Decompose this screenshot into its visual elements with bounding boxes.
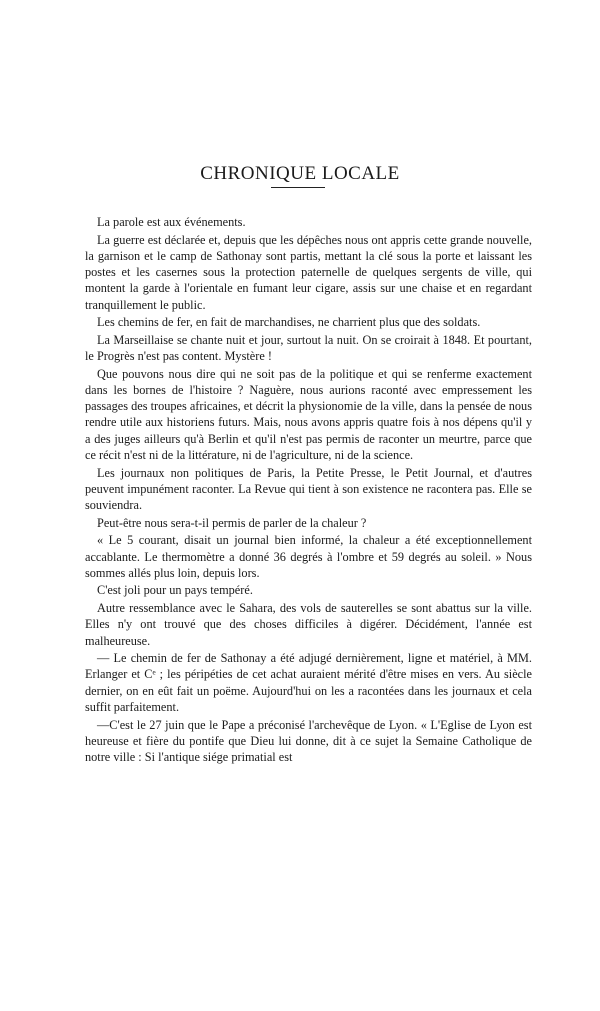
paragraph: —C'est le 27 juin que le Pape a préconisé l'archevêque de Lyon. « L'Eglise de Lyon est heureuse et fière du pontife que Dieu lui donne, dit à ce sujet la Semaine Catholique de notre ville : Si l'antique siége primatial est <box>85 717 532 764</box>
title-divider <box>271 187 325 188</box>
paragraph: La Marseillaise se chante nuit et jour, surtout la nuit. On se croirait à 1848. Et pourtant, le Progrès n'est pas content. Mystère ! <box>85 332 532 364</box>
paragraph: Autre ressemblance avec le Sahara, des vols de sauterelles se sont abattus sur la ville. Elles n'y ont trouvé que des choses difficiles à digérer. Décidément, l'année est malheureuse. <box>85 601 532 648</box>
paragraph: La parole est aux événements. <box>97 215 246 229</box>
article-body <box>85 214 532 767</box>
paragraph: Les chemins de fer, en fait de marchandises, ne charrient plus que des soldats. <box>97 315 481 330</box>
paragraph: — Le chemin de fer de Sathonay a été adjugé dernièrement, ligne et matériel, à MM. Erlanger et Cᵉ ; les péripéties de cet achat auraient mérité d'être mises en vers. Au siècle dernier, on en eût fait un poëme. Aujourd'hui on les a racontées dans les journaux et cela suffit parfaitement. <box>85 651 532 714</box>
paragraph: Les journaux non politiques de Paris, la Petite Presse, le Petit Journal, et d'autres peuvent impunément raconter. La Revue qui tient à son existence ne racontera pas. Elle se souviendra. <box>85 465 532 512</box>
paragraph: Peut-être nous sera-t-il permis de parler de la chaleur ? <box>97 515 367 530</box>
paragraph: Que pouvons nous dire qui ne soit pas de la politique et qui se renferme exactement dans les bornes de l'histoire ? Naguère, nous aurions raconté avec empressement les passages des troupes africaines, et décrit la physionomie de la ville, dans la pensée de nous rendre utile aux historiens futurs. Mais, nous avons appris quatre fois à nos dépens qu'il y a des juges ailleurs qu'à Berlin et qu'il n'est pas permis de raconter un meurtre, parce que ce récit n'est ni de la littérature, ni de l'agriculture, ni de la science. <box>85 366 532 462</box>
paragraph: « Le 5 courant, disait un journal bien informé, la chaleur a été exceptionnellement accablante. Le thermomètre a donné 36 degrés à l'ombre et 59 degrés au soleil. » Nous sommes allés plus loin, depuis lors. <box>85 533 532 580</box>
paragraph: La guerre est déclarée et, depuis que les dépêches nous ont appris cette grande nouvelle, la garnison et le camp de Sathonay sont partis, mettant la clé sous la porte et laissant les postes et les casernes sous la protection paternelle de quelques sergents de ville, qui montent la garde à l'orientale en fumant leur cigare, assis sur une chaise et en regardant tranquillement le public. <box>85 232 532 312</box>
paragraph: C'est joli pour un pays tempéré. <box>97 583 253 598</box>
page-title: CHRONIQUE LOCALE <box>200 162 400 184</box>
